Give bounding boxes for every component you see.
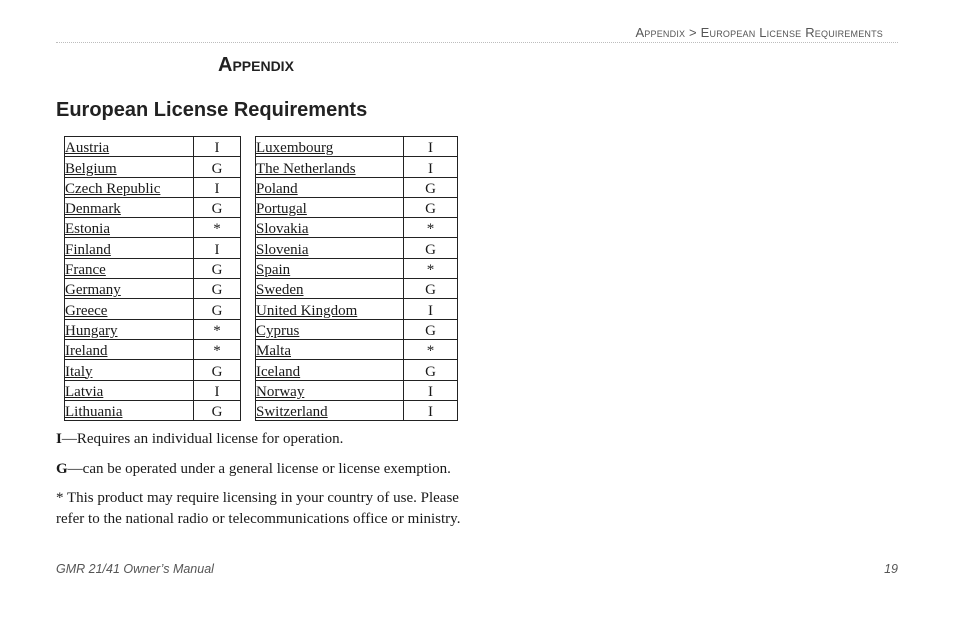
country-cell: France — [65, 258, 194, 278]
country-cell: Slovakia — [256, 218, 404, 238]
country-cell: Ireland — [65, 339, 194, 359]
license-code-cell: I — [194, 137, 241, 157]
country-cell: Italy — [65, 360, 194, 380]
table-row — [65, 279, 458, 299]
country-cell: Hungary — [65, 319, 194, 339]
table-row — [65, 380, 458, 400]
country-cell: Norway — [256, 380, 404, 400]
license-code-cell: G — [194, 400, 241, 420]
country-cell: Latvia — [65, 380, 194, 400]
note-individual-text: —Requires an individual license for operation. — [61, 431, 344, 447]
note-general-key: G — [56, 461, 68, 477]
column-gap — [241, 400, 256, 420]
license-code-cell: G — [404, 279, 458, 299]
country-cell: United Kingdom — [256, 299, 404, 319]
note-general-text: —can be operated under a general license or license exemption. — [67, 461, 451, 477]
table-row — [65, 238, 458, 258]
note-general — [56, 459, 476, 480]
column-gap — [241, 360, 256, 380]
license-code-cell: G — [404, 319, 458, 339]
country-cell: Austria — [65, 137, 194, 157]
license-code-cell: * — [194, 339, 241, 359]
country-cell: Estonia — [65, 218, 194, 238]
license-code-cell: * — [404, 218, 458, 238]
table-row — [65, 197, 458, 217]
license-code-cell: G — [194, 258, 241, 278]
country-cell: The Netherlands — [256, 157, 404, 177]
column-gap — [241, 177, 256, 197]
breadcrumb-page: European License Requirements — [700, 25, 883, 40]
table-row — [65, 218, 458, 238]
license-code-cell: * — [404, 258, 458, 278]
table-row — [65, 137, 458, 157]
column-gap — [241, 279, 256, 299]
country-cell: Portugal — [256, 197, 404, 217]
license-code-cell: I — [194, 238, 241, 258]
license-code-cell: I — [404, 380, 458, 400]
country-cell: Czech Republic — [65, 177, 194, 197]
table-row — [65, 339, 458, 359]
license-code-cell: G — [404, 177, 458, 197]
column-gap — [241, 157, 256, 177]
license-code-cell: G — [404, 360, 458, 380]
license-code-cell: G — [194, 360, 241, 380]
country-cell: Iceland — [256, 360, 404, 380]
country-cell: Poland — [256, 177, 404, 197]
table-row — [65, 258, 458, 278]
license-code-cell: I — [404, 137, 458, 157]
license-code-cell: G — [194, 197, 241, 217]
country-cell: Cyprus — [256, 319, 404, 339]
license-code-cell: G — [404, 238, 458, 258]
note-asterisk — [56, 488, 476, 530]
footer-manual-title: GMR 21/41 Owner’s Manual — [56, 562, 214, 576]
column-gap — [241, 137, 256, 157]
note-asterisk-line2: refer to the national radio or telecommunications office or ministry. — [56, 511, 461, 527]
table-row — [65, 299, 458, 319]
license-table-body — [65, 137, 458, 421]
license-code-cell: I — [404, 400, 458, 420]
country-cell: Germany — [65, 279, 194, 299]
note-individual-key: I — [56, 431, 62, 447]
table-row — [65, 157, 458, 177]
license-code-cell: I — [194, 177, 241, 197]
license-code-cell: G — [194, 299, 241, 319]
license-code-cell: * — [194, 218, 241, 238]
table-row — [65, 360, 458, 380]
license-code-cell: G — [194, 157, 241, 177]
country-cell: Finland — [65, 238, 194, 258]
column-gap — [241, 197, 256, 217]
breadcrumb-section: Appendix — [635, 25, 686, 40]
country-cell: Spain — [256, 258, 404, 278]
license-code-cell: I — [404, 157, 458, 177]
country-cell: Belgium — [65, 157, 194, 177]
table-row — [65, 177, 458, 197]
license-code-cell: * — [404, 339, 458, 359]
column-gap — [241, 339, 256, 359]
license-code-cell: * — [194, 319, 241, 339]
page-title: European License Requirements — [56, 99, 368, 121]
country-cell: Sweden — [256, 279, 404, 299]
country-cell: Greece — [65, 299, 194, 319]
column-gap — [241, 319, 256, 339]
country-cell: Switzerland — [256, 400, 404, 420]
table-row — [65, 400, 458, 420]
breadcrumb — [635, 25, 883, 40]
column-gap — [241, 218, 256, 238]
country-cell: Slovenia — [256, 238, 404, 258]
column-gap — [241, 380, 256, 400]
note-individual — [56, 429, 476, 450]
table-row — [65, 319, 458, 339]
country-cell: Luxembourg — [256, 137, 404, 157]
license-code-cell: I — [404, 299, 458, 319]
section-title: Appendix — [218, 54, 294, 76]
column-gap — [241, 258, 256, 278]
footer-page-number: 19 — [884, 562, 898, 576]
column-gap — [241, 299, 256, 319]
column-gap — [241, 238, 256, 258]
country-cell: Malta — [256, 339, 404, 359]
breadcrumb-separator: > — [689, 25, 697, 40]
country-cell: Lithuania — [65, 400, 194, 420]
license-code-cell: G — [404, 197, 458, 217]
license-code-cell: G — [194, 279, 241, 299]
note-asterisk-line1: * This product may require licensing in your country of use. Please — [56, 490, 459, 506]
country-cell: Denmark — [65, 197, 194, 217]
license-code-cell: I — [194, 380, 241, 400]
license-table — [64, 136, 458, 421]
header-divider — [56, 42, 898, 43]
